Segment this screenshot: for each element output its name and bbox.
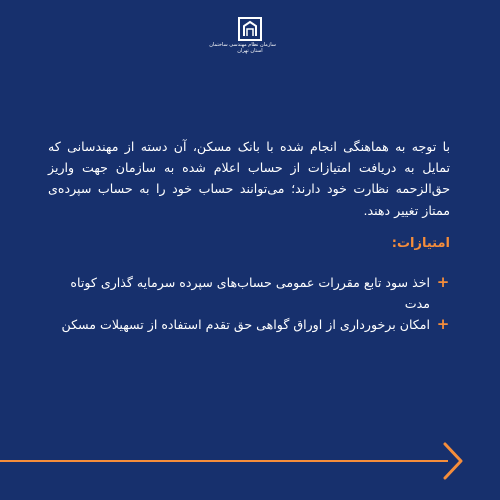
bottom-divider [0, 460, 448, 462]
chevron-right-icon [442, 442, 464, 480]
logo-emblem [238, 16, 262, 42]
plus-icon: + [436, 315, 450, 334]
benefits-list [48, 272, 450, 336]
organization-logo [209, 16, 276, 64]
benefit-text: اخذ سود تابع مقررات عمومی حساب‌های سپرده سرمایه گذاری کوتاه مدت [70, 274, 430, 312]
logo-line-2: استان تهران [237, 48, 263, 54]
intro-paragraph: با توجه به هماهنگی انجام شده با بانک مسکن، آن دسته از مهندسانی که تمایل به دریافت امتیازات از حساب اعلام شده به سازمان جهت واریز حق‌الزحمه نظارت خود دارند؛ می‌توانند حساب خود را به حساب سپرده‌ی ممتاز تغییر دهند. [48, 139, 450, 218]
announcement-content [48, 136, 450, 335]
benefit-text: امکان برخورداری از اوراق گواهی حق تقدم استفاده از تسهیلات مسکن [61, 317, 430, 333]
benefit-item [48, 314, 450, 335]
plus-icon: + [436, 272, 450, 291]
benefits-heading: امتیازات: [391, 235, 450, 251]
benefit-item [48, 272, 450, 314]
logo-line-1: سازمان نظام مهندسی ساختمان [209, 42, 276, 48]
